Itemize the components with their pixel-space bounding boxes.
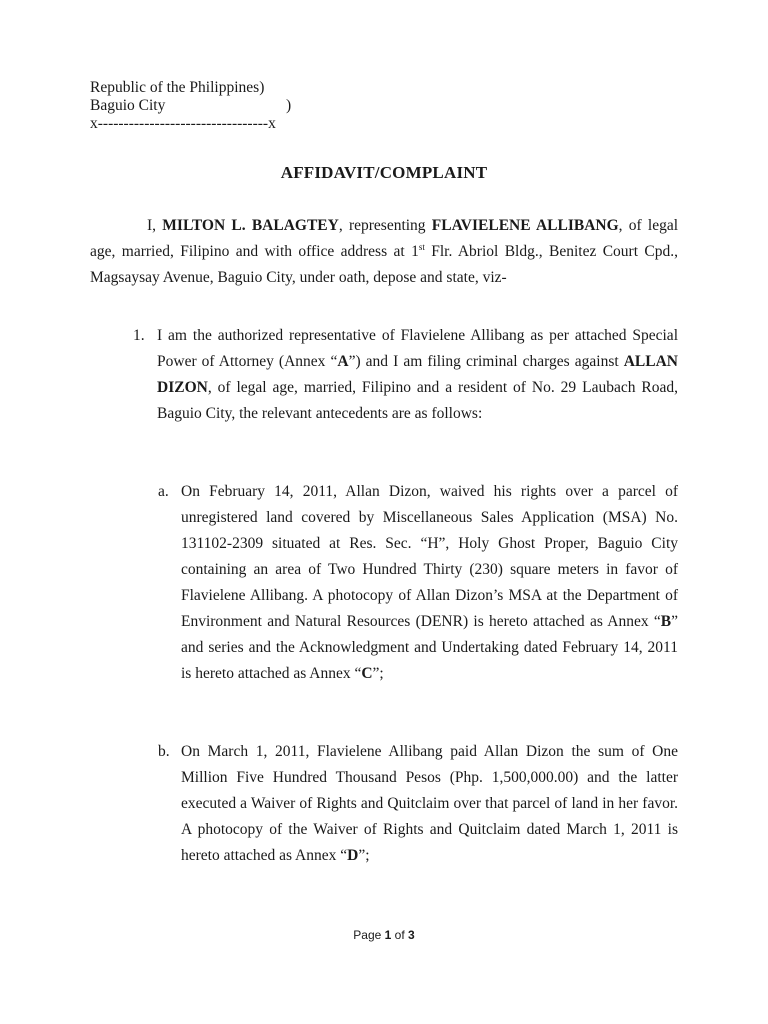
- sub-item-letter: a.: [158, 483, 169, 500]
- item-text: ”;: [372, 665, 384, 682]
- document-title: AFFIDAVIT/COMPLAINT: [280, 163, 488, 182]
- sub-item-b: [158, 739, 678, 869]
- venue-block: [90, 79, 292, 133]
- respondent-name: ALLAN DIZON: [157, 353, 678, 396]
- item-text: , of legal age, married, Filipino and a resident of No. 29 Laubach Road, Baguio City, the relevant antecedents are as follows:: [157, 379, 678, 422]
- annex-label: C: [361, 665, 373, 682]
- current-page-number: 1: [384, 928, 392, 942]
- sub-item-body: [181, 479, 678, 687]
- item-text: ”;: [358, 847, 370, 864]
- venue-republic: Republic of the Philippines): [90, 79, 265, 96]
- item-text: On March 1, 2011, Flavielene Allibang paid Allan Dizon the sum of One Million Five Hundred Thousand Pesos (Php. 1,500,000.00) and the latter executed a Waiver of Rights and Quitclaim over that parcel of land in her favor. A photocopy of the Waiver of Rights and Quitclaim dated March 1, 2011 is hereto attached as Annex “: [181, 743, 678, 864]
- item-text: On February 14, 2011, Allan Dizon, waived his rights over a parcel of unregistered land covered by Miscellaneous Sales Application (MSA) No. 131102-2309 situated at Res. Sec. “H”, Holy Ghost Proper, Baguio City containing an area of Two Hundred Thirty (230) square meters in favor of Flavielene Allibang. A photocopy of Allan Dizon’s MSA at the Department of Environment and Natural Resources (DENR) is hereto attached as Annex “: [181, 483, 678, 630]
- item-body: [157, 323, 678, 427]
- item-text: ”) and I am filing criminal charges against: [348, 353, 624, 370]
- of-word: of: [394, 928, 405, 942]
- page-word: Page: [353, 928, 382, 942]
- item-text: ” and series and the Acknowledgment and Undertaking dated February 14, 2011 is hereto attached as Annex “: [181, 613, 678, 682]
- annex-label: B: [660, 613, 672, 630]
- venue-separator: x---------------------------------x: [90, 115, 276, 132]
- annex-label: A: [337, 353, 349, 370]
- page-footer: [0, 928, 768, 942]
- intro-text: , representing: [338, 217, 432, 234]
- intro-text: I,: [147, 217, 163, 234]
- intro-text: , of legal age, married, Filipino and with office address at 1: [90, 217, 679, 260]
- principal-name: FLAVIELENE ALLIBANG: [431, 217, 619, 234]
- numbered-item-1: [133, 323, 678, 427]
- ordinal-suffix: st: [418, 241, 425, 252]
- venue-city: Baguio City: [90, 97, 166, 114]
- annex-label: D: [347, 847, 359, 864]
- item-number: 1.: [133, 327, 145, 344]
- sub-item-letter: b.: [158, 743, 170, 760]
- item-text: I am the authorized representative of Flavielene Allibang as per attached Special Power of Attorney (Annex “: [157, 327, 678, 370]
- sub-item-body: [181, 739, 678, 869]
- intro-text: Flr. Abriol Bldg., Benitez Court Cpd., Magsaysay Avenue, Baguio City, under oath, depose and state, viz-: [90, 243, 678, 286]
- venue-paren: ): [286, 97, 292, 114]
- total-page-count: 3: [408, 928, 415, 942]
- affiant-name: MILTON L. BALAGTEY: [162, 217, 339, 234]
- intro-paragraph: [90, 213, 678, 291]
- sub-item-a: [158, 479, 678, 687]
